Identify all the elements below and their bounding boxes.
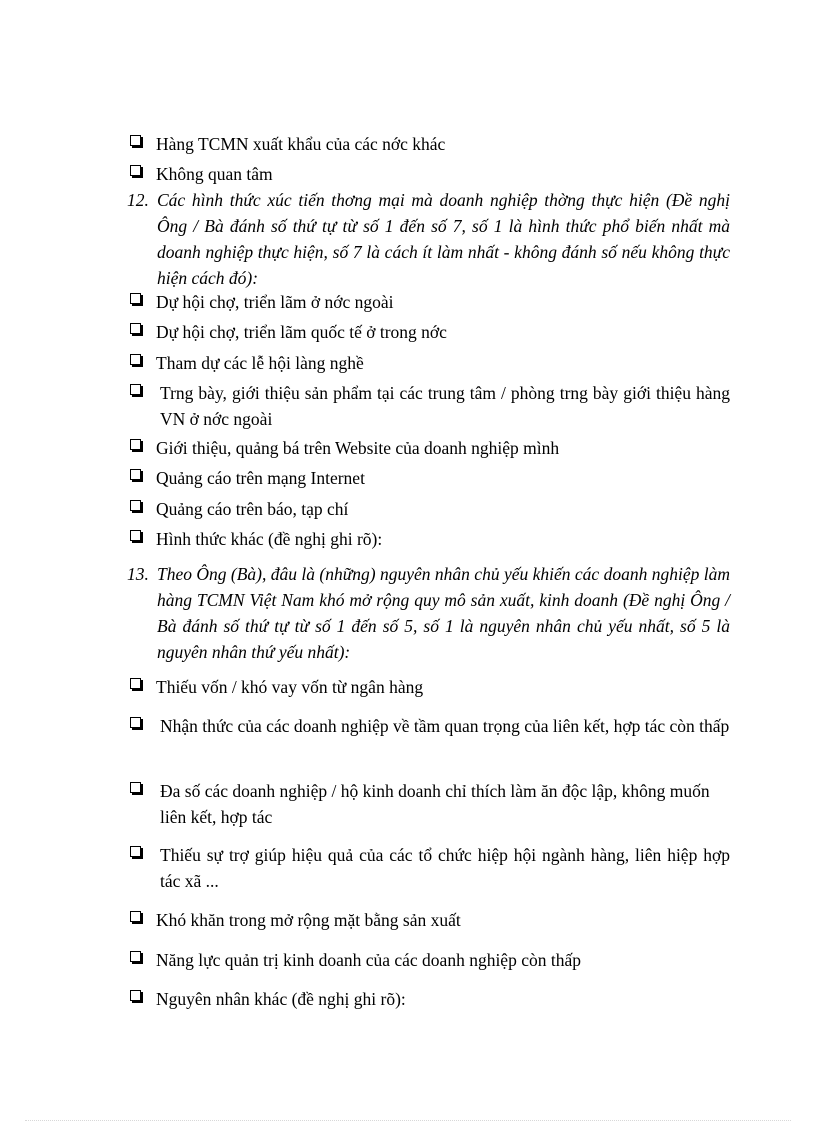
checkbox[interactable]: [130, 911, 144, 925]
option-label: Quảng cáo trên báo, tạp chí: [156, 499, 349, 519]
option-label: Giới thiệu, quảng bá trên Website của doanh nghiệp mình: [156, 438, 560, 458]
question-text: Các hình thức xúc tiến thơng mại mà doanh nghiệp thờng thực hiện (Đề nghị Ông / Bà đánh số thứ tự từ số 1 đến số 7, số 1 là hình thức phổ biến nhất mà doanh nghiệp thực hiện, số 7 là cách ít làm nhất - không đánh số nếu không thực hiện cách đó):: [157, 190, 730, 288]
checkbox[interactable]: [130, 165, 144, 179]
checkbox[interactable]: [130, 717, 144, 731]
option-label: Hình thức khác (đề nghị ghi rõ):: [156, 529, 383, 549]
option-label: Thiếu sự trợ giúp hiệu quả của các tổ chức hiệp hội ngành hàng, liên hiệp hợp tác xã ...: [160, 845, 730, 891]
checkbox[interactable]: [130, 951, 144, 965]
option-label: Dự hội chợ, triển lãm quốc tế ở trong nớc: [156, 322, 447, 342]
checkbox[interactable]: [130, 293, 144, 307]
checkbox[interactable]: [130, 846, 144, 860]
option-label: Thiếu vốn / khó vay vốn từ ngân hàng: [156, 677, 424, 697]
checkbox[interactable]: [130, 500, 144, 514]
checkbox[interactable]: [130, 782, 144, 796]
question-number: 13.: [127, 564, 149, 584]
checkbox[interactable]: [130, 530, 144, 544]
question-text: Theo Ông (Bà), đâu là (những) nguyên nhân chủ yếu khiến các doanh nghiệp làm hàng TCMN Việt Nam khó mở rộng quy mô sản xuất, kinh doanh (Đề nghị Ông / Bà đánh số thứ tự từ số 1 đến số 5, số 1 là nguyên nhân chủ yếu nhất, số 5 là nguyên nhân thứ yếu nhất):: [157, 564, 730, 662]
option-label: Dự hội chợ, triển lãm ở nớc ngoài: [156, 292, 394, 312]
checkbox[interactable]: [130, 323, 144, 337]
checkbox[interactable]: [130, 439, 144, 453]
option-label: Trng bày, giới thiệu sản phẩm tại các trung tâm / phòng trng bày giới thiệu hàng VN ở nớc ngoài: [160, 383, 730, 429]
checkbox[interactable]: [130, 990, 144, 1004]
page-bottom-rule: [25, 1120, 791, 1121]
checkbox[interactable]: [130, 469, 144, 483]
checkbox[interactable]: [130, 384, 144, 398]
option-label: Khó khăn trong mở rộng mặt bằng sản xuất: [156, 910, 461, 930]
option-label: Nguyên nhân khác (đề nghị ghi rõ):: [156, 989, 406, 1009]
option-label: Quảng cáo trên mạng Internet: [156, 468, 365, 488]
option-label: Nhận thức của các doanh nghiệp về tầm quan trọng của liên kết, hợp tác còn thấp: [160, 716, 730, 736]
option-label: Đa số các doanh nghiệp / hộ kinh doanh chỉ thích làm ăn độc lập, không muốn liên kết, hợp tác: [160, 781, 710, 827]
question-12: [127, 187, 730, 291]
checkbox[interactable]: [130, 135, 144, 149]
checkbox[interactable]: [130, 678, 144, 692]
question-13: [127, 561, 730, 665]
option-label: Tham dự các lễ hội làng nghề: [156, 353, 364, 373]
option-label: Năng lực quản trị kinh doanh của các doanh nghiệp còn thấp: [156, 950, 581, 970]
option-label: Không quan tâm: [156, 164, 273, 184]
option-label: Hàng TCMN xuất khẩu của các nớc khác: [156, 134, 446, 154]
checkbox[interactable]: [130, 354, 144, 368]
question-number: 12.: [127, 190, 149, 210]
